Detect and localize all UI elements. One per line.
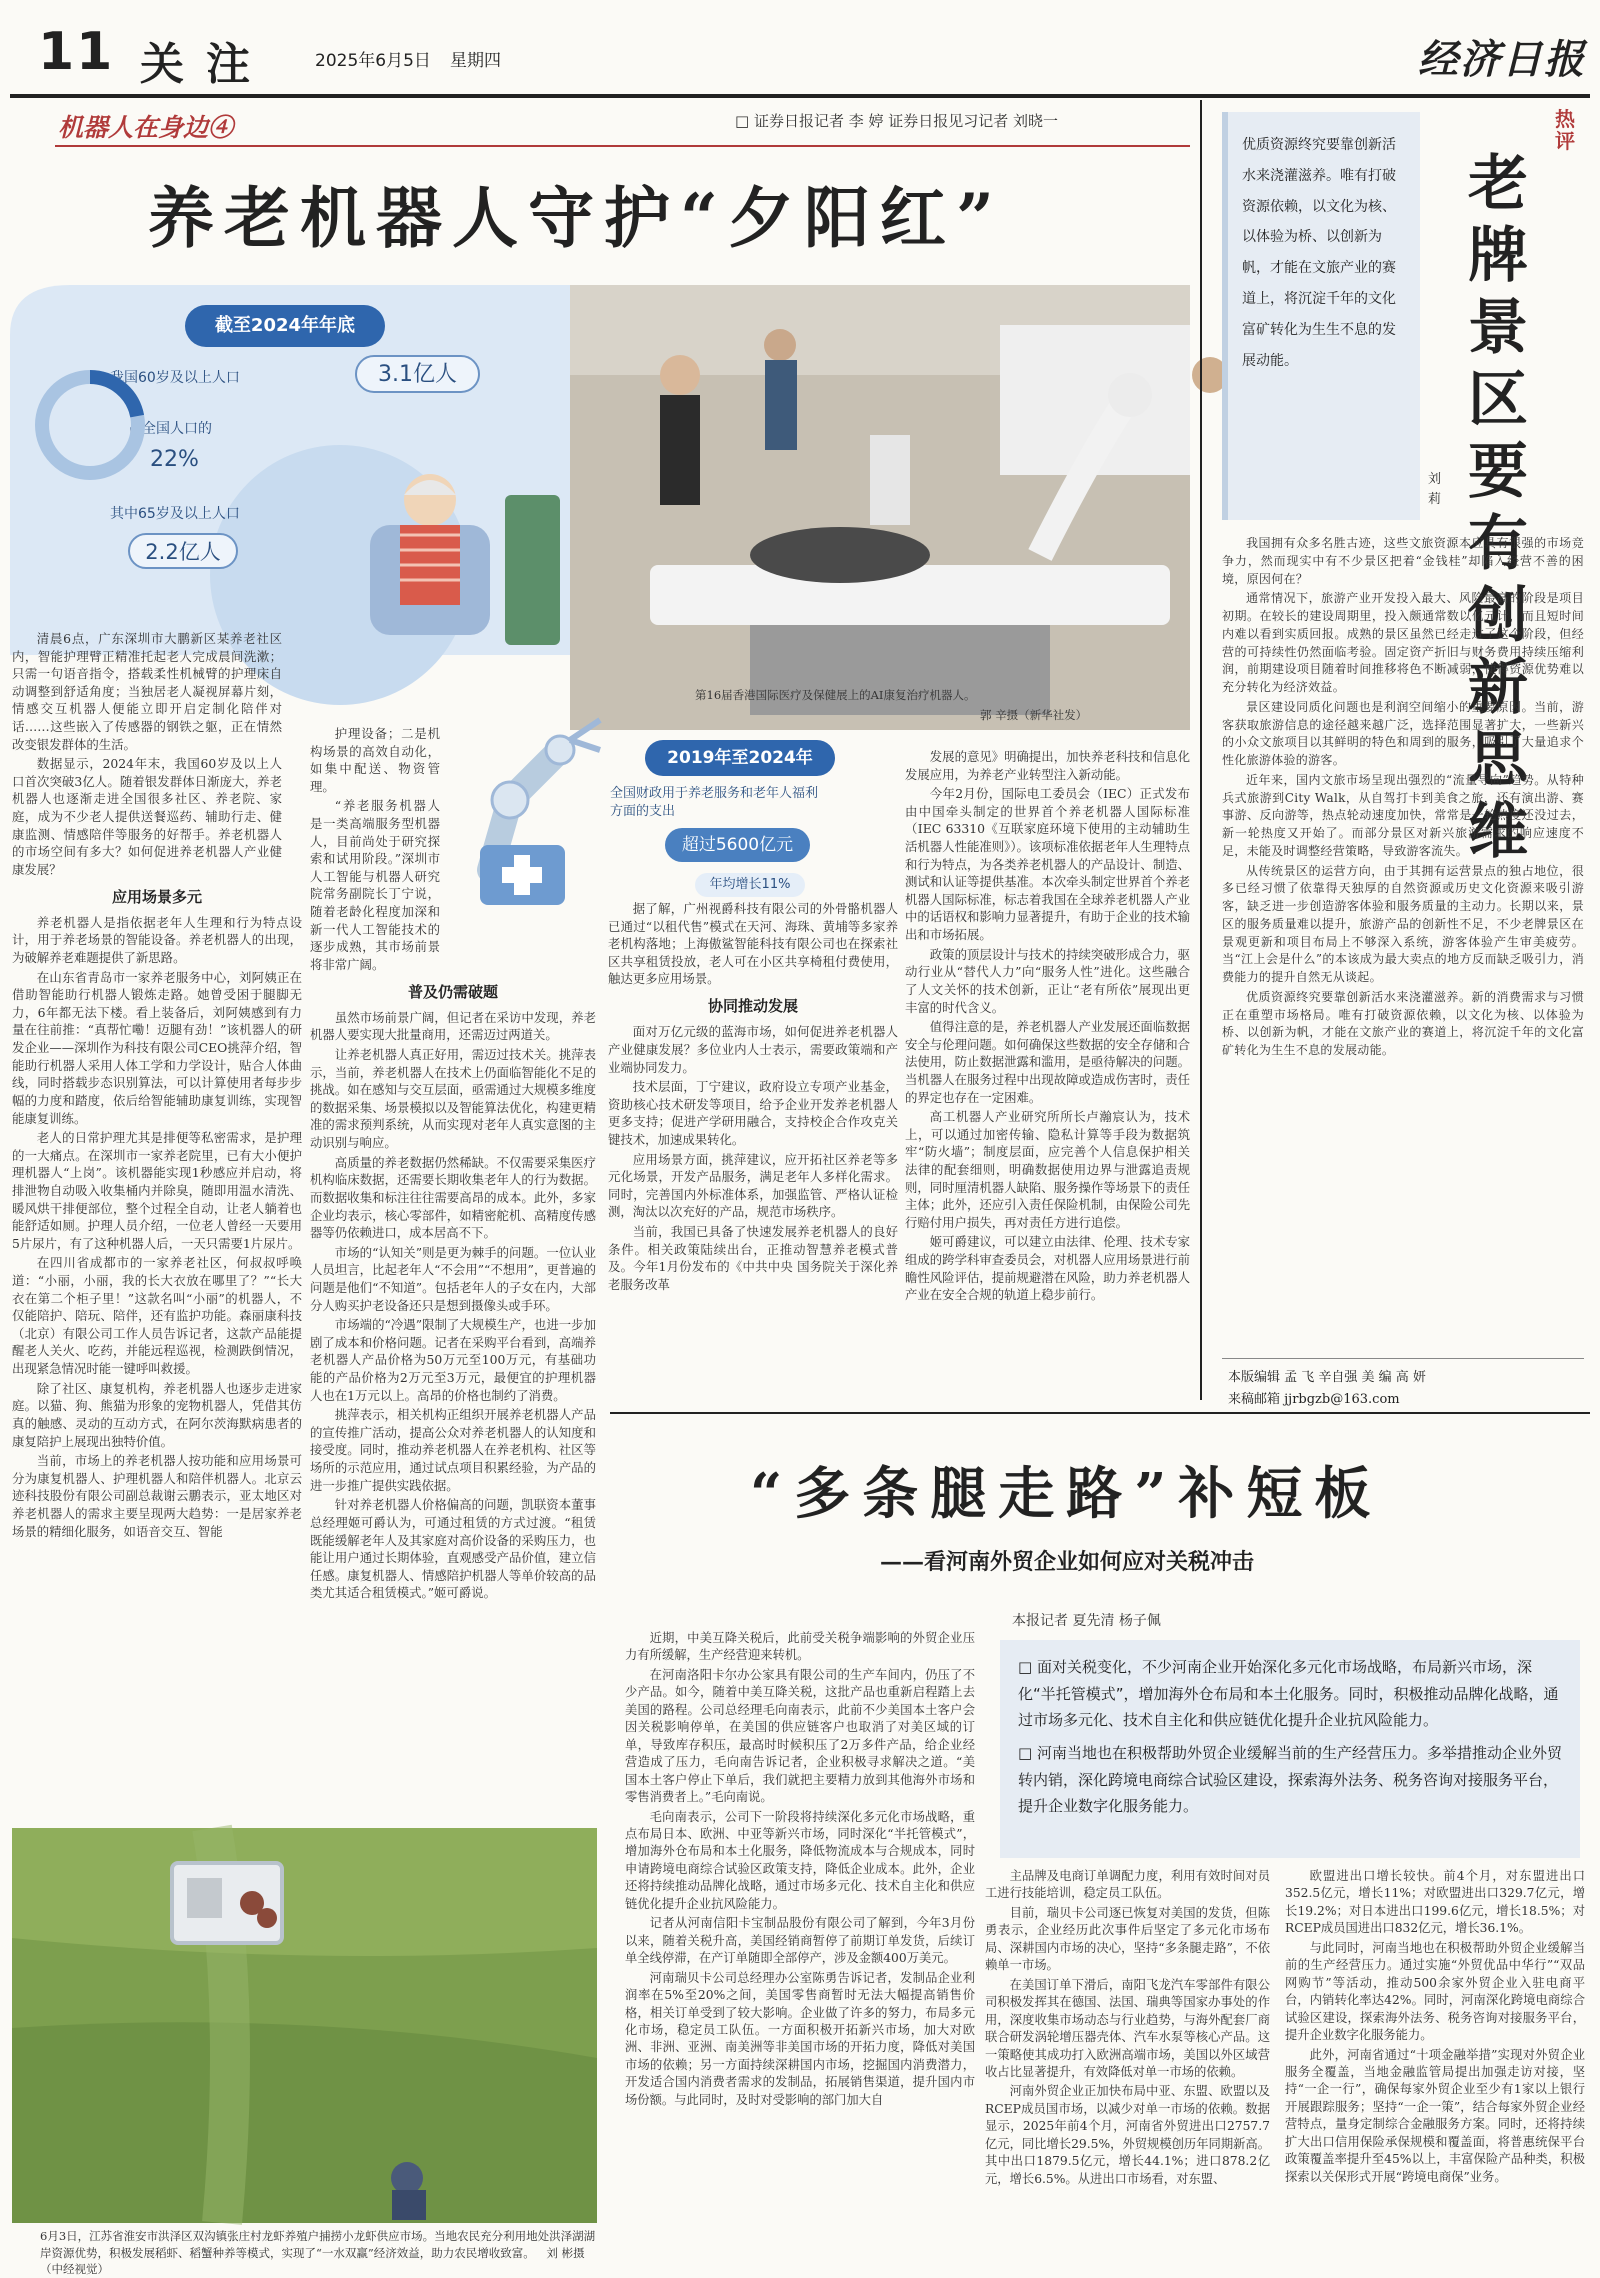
info2-header: 2019年至2024年 <box>645 740 835 776</box>
paragraph: 市场的“认知关”则是更为棘手的问题。一位认业人员坦言，比起老年人“不会用”“不想用”，更普遍的问题是他们“不知道”。包括老年人的子女在内，大部分人购买护老设备还只是想到摄像头或手环。 <box>310 1244 596 1313</box>
feature-photo <box>570 285 1190 730</box>
summary-point-2: □ 河南当地也在积极帮助外贸企业缓解当前的生产经营压力。多举措推动企业外贸转内销，深化跨境电商综合试验区建设，探索海外法务、税务咨询对接服务平台，提升企业数字化服务能力。 <box>1018 1744 1562 1816</box>
paragraph: 在四川省成都市的一家养老社区，何叔叔呼唤道：“小丽，小丽，我的长大衣放在哪里了？”“长大衣在第二个柜子里！”这款名叫“小丽”的机器人，不仅能陪护、陪玩、陪伴，还有监护功能。森丽康科技（北京）有限公司工作人员告诉记者，这款产品能提醒老人关火、吃药，并能远程巡视，检测跌倒情况，出现紧急情况时能一键呼叫救援。 <box>12 1255 302 1377</box>
paragraph: 数据显示，2024年末，我国60岁及以上人口首次突破3亿人。随着银发群体日渐庞大，养老机器人也逐渐走进全国很多社区、养老院、家庭，成为不少老人提供送餐巡药、辅助行走、健康监测、情感陪伴等服务的好帮手。养老机器人的市场空间有多大？如何促进养老机器人产业健康发展？ <box>12 756 282 877</box>
paragraph: 清晨6点，广东深圳市大鹏新区某养老社区内，智能护理臂正精准托起老人完成晨间洗漱；只需一句语音指令，搭载柔性机械臂的护理床自动调整到舒适角度；当独居老人凝视屏幕片刻，情感交互机器人便能立即开启定制化陪伴对话……这些嵌入了传感器的钢铁之躯，正在情然改变银发群体的生活。 <box>12 631 282 752</box>
page-header <box>0 0 1600 95</box>
info1-donut <box>30 365 150 485</box>
issue-weekday: 星期四 <box>450 51 501 71</box>
header-rule <box>10 94 1590 98</box>
paragraph: 政策的顶层设计与技术的持续突破形成合力，驱动行业从“替代人力”向“服务人性”进化。这些融合了人文关怀的技术创新，正让“老有所依”展现出更丰富的时代含义。 <box>905 946 1190 1015</box>
elderly-man-illustration <box>310 455 570 655</box>
story1-col3 <box>608 900 898 1295</box>
paragraph: 欧盟进出口增长较快。前4个月，对东盟进出口352.5亿元，增长11%；对欧盟进出口329.7亿元，增长19.2%；对日本进出口199.6亿元，增长18.5%；对RCEP成员国进出口832亿元，增长36.1%。 <box>1285 1869 1585 1936</box>
paragraph: 我国拥有众多名胜古迹，这些文旅资源本应具有很强的市场竞争力，然而现实中有不少景区把着“金钱桂”却陷入经营不善的困境，原因何在？ <box>1222 536 1584 586</box>
paragraph: 让养老机器人真正好用，需迈过技术关。挑萍表示，当前，养老机器人在技术上仍面临智能化不足的挑战。如在感知与交互层面，亟需通过大规模多维度的数据采集、场景模拟以及智能算法优化，构建更精准的需求预判系统，从而实现对老年人真实意图的主动识别与响应。 <box>310 1047 596 1151</box>
paragraph: 通常情况下，旅游产业开发投入最大、风险最高的阶段是项目初期。在较长的建设周期里，投入颇通常数以亿元计，而且短时间内难以看到实质回报。成熟的景区虽然已经走过了这个阶段，但经营的可持续性仍然面临考验。固定资产折旧与财务费用持续压缩利润，前期建设项目随着时间推移将色不断减弱，使得资源优势难以充分转化为经济效益。 <box>1222 591 1584 694</box>
paragraph: 市场端的“冷遇”限制了大规模生产，也进一步加剧了成本和价格问题。记者在采购平台看到，高端养老机器人产品价格为50万元至100万元，有基础功能的产品价格为2万元至3万元，最便宜的护理机器人也在1万元以上。高昂的价格也制约了消费。 <box>310 1317 596 1403</box>
paragraph: 河南瑞贝卡公司总经理办公室陈勇告诉记者，发制品企业利润率在5%至20%之间，美国零售商暂时无法大幅提高销售价格，相关订单受到了较大影响。企业做了许多的努力，布局多元化市场，稳定员工队伍。一方面积极开拓新兴市场，加大对欧洲、非洲、亚洲、南美洲等非美国市场的开拓力度，降低对美国市场的依赖；另一方面持续深耕国内市场，挖掘国内消费潜力，开发适合国内消费者需求的发制品，拓展销售渠道，提升国内市场份额。与此同时，及时对受影响的部门加大自 <box>625 1970 975 2107</box>
paragraph: 与此同时，河南当地也在积极帮助外贸企业缓解当前的生产经营压力。通过实施“外贸优品中华行”“双品网购节”等活动，推动500余家外贸企业入驻电商平台，内销转化率达42%。同时，河南深化跨境电商综合试验区建设，探索海外法务、税务咨询对接服务平台，提升企业数字化服务能力。 <box>1285 1940 1585 2043</box>
paragraph: 河南外贸企业正加快布局中亚、东盟、欧盟以及RCEP成员国市场，以减少对单一市场的依赖。数据显示，2025年前4个月，河南省外贸进出口2757.7亿元，同比增长29.5%，外贸规模创历年同期新高。其中出口1879.5亿元，增长44.1%；进口878.2亿元，增长6.5%。从进出口市场看，对东盟、 <box>985 2084 1271 2186</box>
submission-email: 来稿邮箱 jjrbgzb@163.com <box>1228 1392 1400 1407</box>
info1-header: 截至2024年年底 <box>185 305 385 347</box>
paragraph: 挑萍表示，相关机构正组织开展养老机器人产品的宣传推广活动，提高公众对养老机器人的认知度和接受度。同时，推动养老机器人在养老机构、社区等场所的示范应用，通过试点项目积累经验，为产品的进一步推广提供实践依据。 <box>310 1407 596 1493</box>
commentary-abstract: 优质资源终究要靠创新活水来浇灌滋养。唯有打破资源依赖，以文化为核、以体验为桥、以创新为帆，才能在文旅产业的赛道上，将沉淀千年的文化富矿转化为生生不息的发展动能。 <box>1242 137 1396 369</box>
paragraph: 记者从河南信阳卡宝制品股份有限公司了解到，今年3月份以来，随着关税升高，美国经销商暂停了前期订单发货，后续订单全线停滞，在产订单随即全部停产，涉及金额400万美元。 <box>625 1916 975 1966</box>
crayfish-photo <box>12 1828 597 2223</box>
story2-top-rule <box>610 1412 1590 1414</box>
info1-stat3-value: 2.2亿人 <box>128 533 238 569</box>
robot-photo-illustration <box>570 285 1190 730</box>
info2-value: 超过5600亿元 <box>665 828 810 862</box>
paragraph: 养老机器人是指依据老年人生理和行为特点设计，用于养老场景的智能设备。养老机器人的出现，为破解养老难题提供了新思路。 <box>12 914 302 966</box>
paragraph: 虽然市场前景广阔，但记者在采访中发现，养老机器人要实现大批量商用，还需迈过两道关。 <box>310 1009 596 1043</box>
paragraph: 近期，中美互降关税后，此前受关税争端影响的外贸企业压力有所缓解，生产经营迎来转机。 <box>625 1631 975 1663</box>
story1-col4 <box>905 748 1190 1306</box>
crayfish-caption <box>40 2228 600 2278</box>
story2-byline: 本报记者 夏先清 杨子佩 <box>1012 1613 1161 1629</box>
kicker-underline <box>55 145 1190 147</box>
story2-col1 <box>625 1630 975 2111</box>
crayfish-photo-illustration <box>12 1828 597 2223</box>
story1-col1 <box>12 630 302 1542</box>
commentary-divider <box>1200 100 1202 1400</box>
masthead-logo: 经济日报 <box>1418 36 1586 83</box>
paragraph: 优质资源终究要靠创新活水来浇灌滋养。新的消费需求与习惯正在重塑市场格局。唯有打破资源依赖，以文化为核、以体验为桥、以创新为帆，才能在文旅产业的赛道上，将沉淀千年的文化富矿转化为生生不息的发展动能。 <box>1222 989 1584 1057</box>
intro-block <box>12 630 282 879</box>
photo-credit: 郭 辛摄（新华社发） <box>980 708 1088 722</box>
subhead-scenes: 应用场景多元 <box>111 887 202 906</box>
info1-stat1-label: 我国60岁及以上人口 <box>110 370 240 386</box>
paragraph: 针对养老机器人价格偏高的问题，凯联资本董事总经理姬可爵认为，可通过租赁的方式过渡。“租赁既能缓解老年人及其家庭对高价设备的采购压力，也能让用户通过长期体验，直观感受产品价值，建立信任感。康复机器人、情感陪护机器人等单价较高的品类尤其适合租赁模式。”姬可爵说。 <box>310 1497 596 1601</box>
story1-kicker: 机器人在身边④ <box>58 113 234 142</box>
paragraph: 在河南洛阳卡尔办公家具有限公司的生产车间内，仍压了不少产品。如今，随着中美互降关税，这批产品也重新启程踏上去美国的路程。公司总经理毛向南表示，此前不少美国本土客户会因关税影响停单，在美国的供应链客户也取消了对美区域的订单，导致库存积压，最高时时候积压了2万多件产品，给企业经营造成了压力，毛向南告诉记者，企业积极寻求解决之道。“美国本土客户停止下单后，我们就把主要精力放到其他海外市场和零售消费者上。”毛向南说。 <box>625 1667 975 1805</box>
story1-col2 <box>310 725 596 1604</box>
paragraph: 此外，河南省通过“十项金融举措”实现对外贸企业服务全覆盖，当地金融监管局提出加强走访对接，坚持“一企一行”，确保每家外贸企业至少有1家以上银行开展跟踪服务；坚持“一企一策”，结合每家外贸企业经营特点，量身定制综合金融服务方案。同时，还将持续扩大出口信用保险承保规模和覆盖面，将普惠统保平台政策覆盖率提升至45%以上，丰富保险产品种类，积极探索以关保形式开展“跨境电商保”业务。 <box>1285 2047 1585 2184</box>
paragraph: 应用场景方面，挑萍建议，应开拓社区养老等多元化场景，开发产品服务，满足老年人多样化需求。同时，完善国内外标准体系，加强监管、严格认证检测，淘汰以次充好的产品，规范市场秩序。 <box>608 1151 898 1220</box>
paragraph: 当前，我国已具备了快速发展养老机器人的良好条件。相关政策陆续出台，正推动智慧养老模式普及。今年1月份发布的《中共中央 国务院关于深化养老服务改革 <box>608 1224 898 1292</box>
paragraph: 主品牌及电商订单调配力度，利用有效时间对员工进行技能培训，稳定员工队伍。 <box>985 1869 1270 1901</box>
paragraph: 据了解，广州视爵科技有限公司的外骨骼机器人已通过“以租代售”模式在天河、海珠、黄埔等多家养老机构落地；上海傲鲨智能科技有限公司也在探索社区共享租赁投放，老人可在小区共享椅租付费使用，触达更多应用场景。 <box>608 901 898 987</box>
page-number: 11 <box>38 22 115 82</box>
story2-summary-box <box>1000 1640 1580 1858</box>
info2-panel <box>600 735 850 905</box>
paragraph: 在山东省青岛市一家养老服务中心，刘阿姨正在借助智能助行机器人锻炼走路。她曾受困于腿脚无力，6年都无法下楼。看上装备后，刘阿姨感到有力量在往前推：“真帮忙嘞！迈腿有劲！”该机器人的研发企业——深圳作为科技有限公司CEO挑萍介绍，智能助行机器人采用人体工学和力学设计，贴合人体曲线，同时搭载步态识别算法，可以计算使用者每步步幅的力度和踏度，依后给智能辅助康复训练，实现智能康复训练。 <box>12 969 302 1126</box>
paragraph: 毛向南表示，公司下一阶段将持续深化多元化市场战略，重点布局日本、欧洲、中亚等新兴市场，同时深化“半托管模式”，增加海外仓布局和本土化服务，降低物流成本与合规成本，同时申请跨境电商综合试验区政策支持，降低企业成本。此外，企业还将持续推动品牌化战略，通过市场多元化、技术自主化和供应链优化提升企业抗风险能力。 <box>625 1809 975 1911</box>
paragraph: 当前，市场上的养老机器人按功能和应用场景可分为康复机器人、护理机器人和陪伴机器人。北京云迹科技股份有限公司副总裁谢云鹏表示，亚太地区对养老机器人的需求主要呈现两大趋势：一是居家养老场景的精细化服务，如语音交互、智能 <box>12 1453 302 1539</box>
commentary-abstract-box <box>1222 112 1420 520</box>
story2-col2 <box>985 1868 1270 2190</box>
infographic-panel <box>10 275 580 655</box>
page-editors: 本版编辑 孟 飞 辛自强 美 编 高 妍 <box>1228 1370 1426 1385</box>
paragraph: 除了社区、康复机构，养老机器人也逐步走进家庭。以猫、狗、熊猫为形象的宠物机器人，凭借其仿真的触感、灵动的互动方式，在阿尔茨海默病患者的康复陪护上展现出独特价值。 <box>12 1380 302 1449</box>
subhead-breaking: 普及仍需破题 <box>407 982 498 1001</box>
paragraph: 护理设备；二是机构场景的高效自动化，如集中配送、物资管理。 <box>310 726 440 794</box>
caption-credit: 刘 彬摄（中经视觉） <box>40 2245 585 2277</box>
story2-subheadline: ——看河南外贸企业如何应对关税冲击 <box>880 1549 1255 1575</box>
info1-stat2-value: 22% <box>150 447 199 472</box>
story1-headline: 养老机器人守护“夕阳红” <box>148 179 1004 257</box>
summary-point-1: □ 面对关税变化，不少河南企业开始深化多元化市场战略，布局新兴市场，深化“半托管模式”，增加海外仓布局和本土化服务。同时，积极推动品牌化战略，通过市场多元化、技术自主化和供应链优化提升企业抗风险能力。 <box>1018 1658 1559 1730</box>
issue-date: 2025年6月5日 <box>315 51 431 71</box>
editors-rule <box>1222 1358 1584 1359</box>
paragraph: 目前，瑞贝卡公司逐已恢复对美国的发货，但陈勇表示，企业经历此次事件后坚定了多元化市场布局、深耕国内市场的决心，坚持“多条腿走路”，不依赖单一市场。 <box>985 1905 1270 1973</box>
paragraph: 姬可爵建议，可以建立由法律、伦理、技术专家组成的跨学科审查委员会，对机器人应用场景进行前瞻性风险评估，提前规避潜在风险，助力养老机器人产业在安全合规的轨道上稳步前行。 <box>905 1234 1190 1303</box>
paragraph: “养老服务机器人是一类高端服务型机器人，目前尚处于研究探索和试用阶段。”深圳市人工智能与机器人研究院常务副院长丁宁说，随着老龄化程度加深和新一代人工智能技术的逐步成熟，其市场前景将非常广阔。 <box>310 798 440 972</box>
story2-headline: “多条腿走路”补短板 <box>750 1461 1383 1527</box>
paragraph: 发展的意见》明确提出，加快养老科技和信息化发展应用，为养老产业转型注入新动能。 <box>905 749 1190 782</box>
subhead-cooperation: 协同推动发展 <box>707 997 798 1016</box>
paragraph: 高工机器人产业研究所所长卢瀚宸认为，技术上，可以通过加密传输、隐私计算等手段为数据筑牢“防火墙”；制度层面，应完善个人信息保护相关法律的配套细则，明确数据使用边界与泄露追责规则，同时厘清机器人缺陷、服务操作等场景下的责任主体；此外，还应引入责任保险机制，由保险公司先行赔付用户损失，再对责任方进行追偿。 <box>905 1109 1190 1230</box>
commentary-author: 刘 莉 <box>1428 472 1442 507</box>
col2-top-block <box>310 725 440 974</box>
paragraph: 景区建设同质化问题也是利润空间缩小的重要原因。当前，游客获取旅游信息的途径越来越广泛，选择范围显著扩大，一些新兴的小众文旅项目以其鲜明的特色和周到的服务，吸引了大量追求个性化旅游体验的游客。 <box>1222 699 1584 767</box>
paragraph: 技术层面，丁宁建议，政府设立专项产业基金，资助核心技术研发等项目，给予企业开发养老机器人更多支持；促进产学研用融合，支持校企合作攻克关键技术，加速成果转化。 <box>608 1079 898 1147</box>
info1-stat3-label: 其中65岁及以上人口 <box>110 506 240 522</box>
paragraph: 近年来，国内文旅市场呈现出强烈的“流量导向”趋势。从特种兵式旅游到City Walk，从自驾打卡到美食之旅，还有演出游、赛事游、反向游等，热点轮动速度加快，常常是一轮热度还没过去，新一轮热度又开始了。而部分景区对新兴旅游需求的响应速度不足，未能及时调整经营策略，导致游客流失。 <box>1222 772 1584 858</box>
story2-col3 <box>1285 1868 1585 2188</box>
info2-desc: 全国财政用于养老服务和老年人福利方面的支出 <box>610 786 819 820</box>
paragraph: 面对万亿元级的蓝海市场，如何促进养老机器人产业健康发展？多位业内人士表示，需要政策端和产业端协同发力。 <box>608 1024 898 1075</box>
paragraph: 老人的日常护理尤其是排便等私密需求，是护理的一大痛点。在深圳市一家养老院里，已有大小便护理机器人“上岗”。该机器能实现1秒感应并启动，将排泄物自动吸入收集桶内并除臭，随即用温水清洗、暖风烘干排便部位，整个过程全自动，让老人躺着也能舒适如厕。护理人员介绍，一位老人曾经一天要用5片尿片，有了这种机器人后，一天只需要1片尿片。 <box>12 1130 302 1251</box>
caption-text: 6月3日，江苏省淮安市洪泽区双沟镇张庄村龙虾养殖户捕捞小龙虾供应市场。当地农民充分利用地处洪泽湖湖岸资源优势，积极发展稻虾、稻蟹种养等模式，实现了“一水双赢”经济效益，助力农民增收致富。 <box>40 2229 596 2260</box>
commentary-headline: 老牌景区要有创新思维 <box>1468 149 1528 867</box>
info2-growth: 年均增长11% <box>695 873 805 897</box>
paragraph: 高质量的养老数据仍然稀缺。不仅需要采集医疗机构临床数据，还需要长期收集老年人的行为数据。而数据收集和标注往往需要高昂的成本。此外，多家企业均表示，核心零部件，如精密舵机、高精度传感器等仍依赖进口，成本居高不下。 <box>310 1154 596 1241</box>
info1-stat1-value: 3.1亿人 <box>355 355 480 393</box>
paragraph: 今年2月份，国际电工委员会（IEC）正式发布由中国牵头制定的世界首个养老机器人国际标准（IEC 63310《互联家庭环境下使用的主动辅助生活机器人性能准则》）。该项标准依据老年人生理特点和行为特点，为各类养老机器人的产品设计、制造、测试和认证等提供基准。本次牵头制定世界首个养老机器人国际标准，标志着我国在全球养老机器人产业中的话语权和影响力显著提升，有助于企业的技术输出和市场拓展。 <box>905 786 1190 943</box>
story1-byline: □ 证券日报记者 李 婷 证券日报见习记者 刘晓一 <box>735 112 1059 130</box>
paragraph: 值得注意的是，养老机器人产业发展还面临数据安全与伦理问题。如何确保这些数据的安全存储和合法使用，防止数据泄露和滥用，是亟待解决的问题。当机器人在服务过程中出现故障或造成伤害时，责任的界定也存在一定困难。 <box>905 1019 1190 1105</box>
paragraph: 从传统景区的运营方向，由于其拥有运营景点的独占地位，很多已经习惯了依靠得天独厚的自然资源或历史文化资源来吸引游客，缺乏进一步创造游客体验和服务质量的主动力。长期以来，景区的服务质量难以提升，旅游产品的创新性不足，不少老牌景区在景观更新和项目布局上不够深入系统，游客体验产生审美疲劳。当“江上会是什么”的本该成为最大卖点的地方反而缺乏吸引力，消费能力的提升自然无从谈起。 <box>1222 863 1584 984</box>
info1-stat2-label: 占全国人口的 <box>128 421 212 437</box>
photo-caption: 第16届香港国际医疗及保健展上的AI康复治疗机器人。 <box>695 688 976 702</box>
commentary-tag: 热评 <box>1555 107 1575 153</box>
paragraph: 在美国订单下滑后，南阳飞龙汽车零部件有限公司积极发挥其在德国、法国、瑞典等国家办事处的作用，深度收集市场动态与行业趋势，与海外配套厂商联合研发涡轮增压器壳体、汽车水泵等核心产品。这一策略使其成功打入欧洲高端市场，美国以外区域营收占比显著提升，有效降低对单一市场的依赖。 <box>985 1977 1270 2079</box>
commentary-body <box>1222 535 1584 1062</box>
section-title: 关注 <box>140 39 272 90</box>
